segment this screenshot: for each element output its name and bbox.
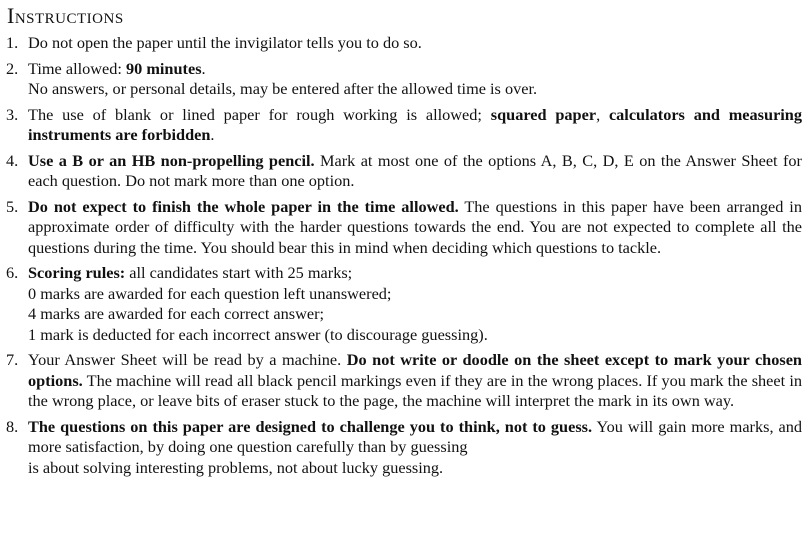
item-number: 2. [6, 58, 19, 78]
item-number: 8. [6, 416, 19, 436]
item-bold-text: Scoring rules: [28, 263, 126, 282]
item-bold-text: Do not write or doodle on the sheet except to mark your chosen options. [28, 350, 802, 390]
item-text: . [201, 58, 206, 78]
instructions-list [6, 33, 802, 478]
item-text: Time allowed: [28, 58, 126, 78]
item-bold-text: 90 minutes [126, 58, 202, 78]
instruction-item-4 [6, 151, 802, 192]
item-number: 5. [6, 196, 19, 216]
item-text: Mark at most one of the options A, B, C, D, E on the Answer Sheet for each question. Do not mark more than one option. [28, 150, 802, 190]
item-bold-text: calculators and measuring instruments are forbidden [28, 104, 803, 144]
item-number: 4. [6, 150, 19, 170]
item-text: all candidates start with 25 marks; [125, 263, 353, 282]
instruction-item-6 [6, 263, 802, 345]
instruction-item-2 [6, 59, 802, 100]
item-number: 1. [6, 33, 19, 52]
page-title: Instructions [7, 3, 124, 28]
item-text: . [210, 125, 215, 144]
item-line: 0 marks are awarded for each question left unanswered; [28, 283, 392, 303]
instruction-item-1 [6, 33, 802, 54]
item-number: 3. [6, 104, 19, 124]
item-text: The questions in this paper have been arranged in approximate order of difficulty with the harder questions towards the end. You are not expected to complete all the questions during the time. You should bear this in mind when deciding which questions to tackle. [28, 196, 802, 257]
item-bold-text: Do not expect to finish the whole paper in the time allowed. [28, 196, 459, 216]
item-text: The use of blank or lined paper for rough working is allowed; [28, 104, 491, 124]
item-line: 1 mark is deducted for each incorrect answer (to discourage guessing). [28, 324, 488, 344]
instruction-item-3 [6, 105, 802, 146]
instruction-item-7 [6, 350, 802, 412]
item-bold-text: The questions on this paper are designed to challenge you to think, not to guess. [28, 416, 593, 436]
item-number: 6. [6, 263, 19, 282]
item-text: Do not open the paper until the invigilator tells you to do so. [28, 33, 422, 52]
item-line: is about solving interesting problems, not about lucky guessing. [28, 457, 444, 477]
instruction-item-5 [6, 197, 802, 259]
item-text: The machine will read all black pencil markings even if they are in the wrong places. If you mark the sheet in the wrong place, or leave bits of eraser stuck to the page, the machine will interpret the mark in its own way. [28, 370, 802, 410]
item-line: 4 marks are awarded for each correct answer; [28, 304, 325, 323]
item-number: 7. [6, 350, 19, 369]
item-bold-text: Use a B or an HB non-propelling pencil. [28, 150, 315, 170]
item-text: Your Answer Sheet will be read by a machine. [28, 350, 347, 369]
item-text: You will gain more marks, and more satisfaction, by doing one question carefully than by guessing [28, 416, 803, 456]
item-text: , [596, 104, 609, 124]
item-bold-text: squared paper [490, 104, 597, 124]
instruction-item-8 [6, 417, 802, 479]
item-line: No answers, or personal details, may be entered after the allowed time is over. [28, 79, 538, 98]
